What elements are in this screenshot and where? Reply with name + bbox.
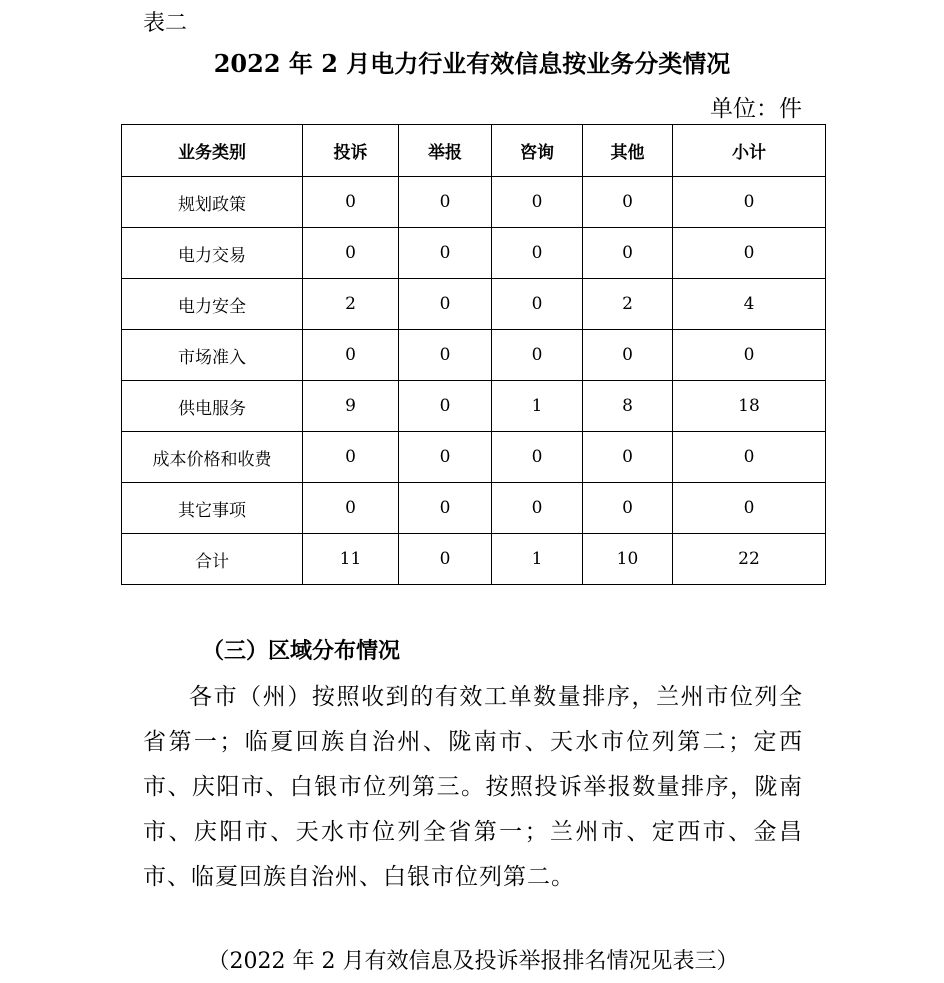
table-total-row — [122, 534, 826, 585]
row-category: 电力安全 — [122, 279, 303, 330]
cell-inquiry: 0 — [492, 330, 583, 381]
cell-complaint: 0 — [303, 330, 399, 381]
cell-inquiry: 0 — [492, 432, 583, 483]
row-category: 合计 — [122, 534, 303, 585]
cell-other: 0 — [583, 483, 673, 534]
cell-complaint: 11 — [303, 534, 399, 585]
cell-subtotal: 0 — [673, 483, 826, 534]
row-category: 供电服务 — [122, 381, 303, 432]
cell-inquiry: 0 — [492, 177, 583, 228]
column-header-report: 举报 — [399, 125, 492, 177]
cell-subtotal: 4 — [673, 279, 826, 330]
column-header-complaint: 投诉 — [303, 125, 399, 177]
body-paragraph: 各市（州）按照收到的有效工单数量排序，兰州市位列全省第一；临夏回族自治州、陇南市、天水市位列第二；定西市、庆阳市、白银市位列第三。按照投诉举报数量排序，陇南市、庆阳市、天水市位列全省第一；兰州市、定西市、金昌市、临夏回族自治州、白银市位列第二。 — [143, 684, 803, 890]
document-title: 2022 年 2 月电力行业有效信息按业务分类情况 — [213, 49, 731, 78]
table-row — [122, 483, 826, 534]
cell-other: 0 — [583, 330, 673, 381]
cell-report: 0 — [399, 177, 492, 228]
row-category: 规划政策 — [122, 177, 303, 228]
column-header-inquiry: 咨询 — [492, 125, 583, 177]
table-row — [122, 330, 826, 381]
cell-report: 0 — [399, 483, 492, 534]
cell-inquiry: 1 — [492, 534, 583, 585]
cell-subtotal: 0 — [673, 432, 826, 483]
unit-label: 单位：件 — [710, 96, 802, 122]
cell-complaint: 0 — [303, 177, 399, 228]
table-row — [122, 177, 826, 228]
column-header-category: 业务类别 — [122, 125, 303, 177]
row-category: 市场准入 — [122, 330, 303, 381]
business-category-table — [121, 124, 826, 585]
cell-inquiry: 0 — [492, 279, 583, 330]
cell-inquiry: 1 — [492, 381, 583, 432]
cell-complaint: 0 — [303, 483, 399, 534]
cell-subtotal: 0 — [673, 177, 826, 228]
cell-subtotal: 22 — [673, 534, 826, 585]
row-category: 其它事项 — [122, 483, 303, 534]
cell-other: 0 — [583, 228, 673, 279]
cell-report: 0 — [399, 381, 492, 432]
cell-report: 0 — [399, 432, 492, 483]
table-label: 表二 — [143, 11, 188, 36]
column-header-subtotal: 小计 — [673, 125, 826, 177]
cell-other: 8 — [583, 381, 673, 432]
table-row — [122, 381, 826, 432]
table-row — [122, 432, 826, 483]
cell-report: 0 — [399, 279, 492, 330]
cell-complaint: 0 — [303, 228, 399, 279]
cell-subtotal: 0 — [673, 228, 826, 279]
row-category: 成本价格和收费 — [122, 432, 303, 483]
cell-report: 0 — [399, 330, 492, 381]
cell-subtotal: 18 — [673, 381, 826, 432]
cell-complaint: 2 — [303, 279, 399, 330]
table-row — [122, 228, 826, 279]
cell-report: 0 — [399, 534, 492, 585]
column-header-other: 其他 — [583, 125, 673, 177]
cell-other: 0 — [583, 177, 673, 228]
cell-report: 0 — [399, 228, 492, 279]
row-category: 电力交易 — [122, 228, 303, 279]
table-row — [122, 279, 826, 330]
cell-other: 10 — [583, 534, 673, 585]
cell-other: 0 — [583, 432, 673, 483]
cell-complaint: 9 — [303, 381, 399, 432]
table-header-row — [122, 125, 826, 177]
section-heading: （三）区域分布情况 — [202, 638, 401, 664]
cell-inquiry: 0 — [492, 483, 583, 534]
cell-other: 2 — [583, 279, 673, 330]
cell-complaint: 0 — [303, 432, 399, 483]
table-reference-note: （2022 年 2 月有效信息及投诉举报排名情况见表三） — [207, 949, 739, 974]
cell-subtotal: 0 — [673, 330, 826, 381]
cell-inquiry: 0 — [492, 228, 583, 279]
